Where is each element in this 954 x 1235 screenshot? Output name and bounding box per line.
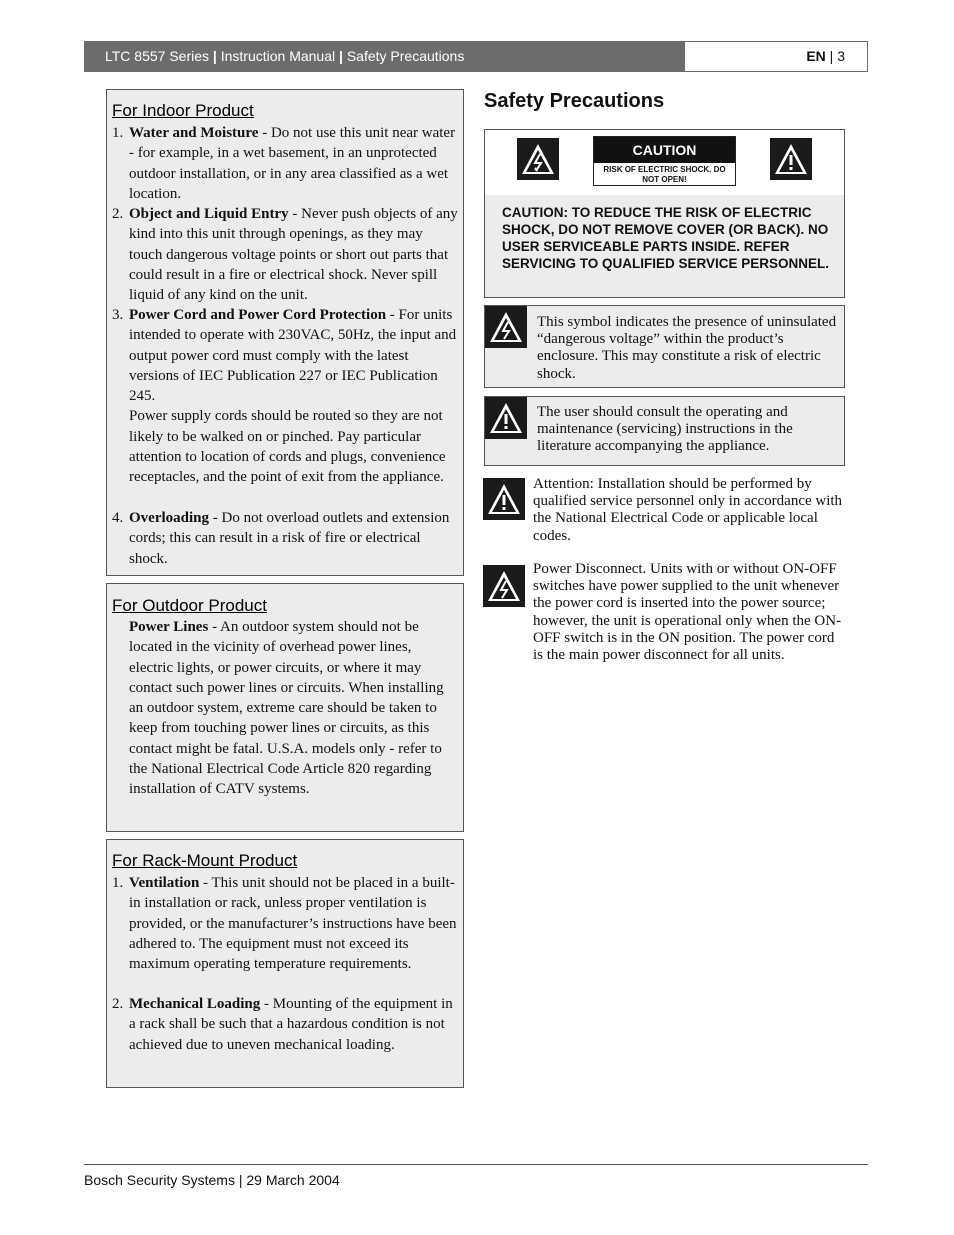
caution-sublabel: RISK OF ELECTRIC SHOCK. DO NOT OPEN! [603,165,726,184]
indoor-title: For Indoor Product [112,101,254,120]
outdoor-product-box [106,583,464,832]
page-number: 3 [837,48,845,64]
item-number: 2. [112,996,124,1012]
item-heading: Water and Moisture [129,125,259,141]
consult-symbol-box [484,396,845,466]
caution-panel [484,129,845,298]
exclamation-warning-icon [483,478,525,520]
page-header [84,41,868,72]
header-section: Safety Precautions [346,48,465,64]
exclamation-warning-icon [485,397,527,439]
caution-label: CAUTION [594,137,735,163]
item-heading: Power Lines [129,619,209,635]
section-title: Safety Precautions [484,90,665,112]
header-separator: | [339,48,343,64]
item-heading: Object and Liquid Entry [129,206,289,222]
header-separator: | [212,48,217,64]
outdoor-title: For Outdoor Product [112,596,267,615]
item-text: - Mounting of the equipment in a rack shall be such that a hazardous condition is not achieved due to uneven mechanical loading. [129,996,453,1053]
header-title-bar [84,41,684,72]
indoor-product-box [106,89,464,576]
footer-separator: | [238,1172,243,1188]
header-separator: | [829,48,834,64]
rack-title: For Rack-Mount Product [112,851,298,870]
lightning-warning-icon [483,565,525,607]
header-page-info [684,41,868,72]
item-number: 1. [112,125,124,141]
item-number: 2. [112,206,124,222]
header-series: LTC 8557 Series [105,48,210,64]
voltage-symbol-box [484,305,845,388]
item-text: - This unit should not be placed in a built-in installation or rack, unless proper ventilation is provided, or the manufacturer’s instructions have been adhered to. The equipment must not exceed its maximum operating temperature requirements. [129,875,457,973]
attention-text: Attention: Installation should be performed by qualified service personnel only in accordance with the National Electrical Code or applicable local codes. [533,476,843,544]
item-heading: Ventilation [129,875,200,891]
item-number: 1. [112,875,124,891]
consult-text: The user should consult the operating and maintenance (servicing) instructions in the literature accompanying the appliance. [537,404,793,455]
caution-text-area [485,195,844,297]
item-heading: Power Cord and Power Cord Protection [129,307,387,323]
lightning-warning-icon [485,306,527,348]
caution-sticker [593,136,736,186]
footer-date: 29 March 2004 [246,1172,340,1188]
lightning-warning-icon [517,138,559,180]
item-text: - For units intended to operate with 230VAC, 50Hz, the input and output power cord must comply with the latest versions of IEC Publication 227 or IEC Publication 245. [129,307,457,405]
caution-label-row [485,130,844,196]
item-number: 3. [112,307,124,323]
item-heading: Overloading [129,510,210,526]
footer-divider [84,1164,868,1165]
item-text: - Do not use this unit near water - for example, in a wet basement, in an unprotected outdoor installation, or in any area classified as a wet location. [129,125,456,202]
item-heading: Mechanical Loading [129,996,261,1012]
item-text: - Do not overload outlets and extension cords; this can result in a risk of fire or electrical shock. [129,510,450,567]
item-text: - Never push objects of any kind into this unit through openings, as they may touch dangerous voltage points or short out parts that could result in a fire or electrical shock. Never spill liquid of any kind on the unit. [129,206,458,304]
item-number: 4. [112,510,124,526]
caution-text: CAUTION: TO REDUCE THE RISK OF ELECTRIC SHOCK, DO NOT REMOVE COVER (OR BACK). NO USER SERVICEABLE PARTS INSIDE. REFER SERVICING TO QUALIFIED SERVICE PERSONNEL. [502,205,830,271]
exclamation-warning-icon [770,138,812,180]
header-language: EN [806,48,826,64]
page-footer [84,1172,340,1188]
voltage-symbol-text: This symbol indicates the presence of uninsulated “dangerous voltage” within the product’s enclosure. This may constitute a risk of electric shock. [537,314,837,382]
cord-note: Power supply cords should be routed so they are not likely to be walked on or pinched. Pay particular attention to location of cords and plugs, convenience receptacles, and the point of exit from the appliance. [129,408,446,486]
power-disconnect-text: Power Disconnect. Units with or without ON-OFF switches have power supplied to the unit whenever the power cord is inserted into the power source; however, the unit is operational only when the ON-OFF switch is in the ON position. The power cord is the main power disconnect for all units. [533,561,842,664]
header-manual: Instruction Manual [220,48,336,64]
footer-company: Bosch Security Systems [84,1172,235,1188]
item-text: - An outdoor system should not be located in the vicinity of overhead power lines, electric lights, or power circuits, or where it may contact such power lines or circuits. When installing an outdoor system, extreme care should be taken to keep from touching power lines or circuits, as this contact might be fatal. U.S.A. models only - refer to the National Electrical Code Article 820 regarding installation of CATV systems. [129,619,444,798]
rack-product-box [106,839,464,1088]
